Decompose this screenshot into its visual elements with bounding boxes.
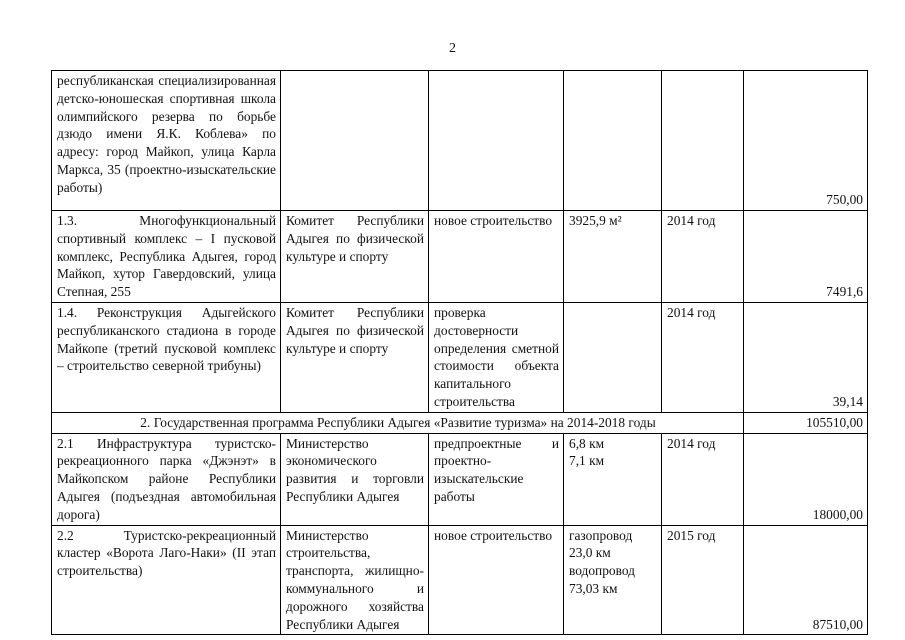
table-row bbox=[52, 211, 868, 303]
amount-cell: 87510,00 bbox=[744, 525, 868, 635]
capacity-cell bbox=[564, 525, 662, 635]
capacity-value: 7,1 км bbox=[569, 453, 605, 469]
capacity-value: 23,0 км bbox=[569, 545, 611, 561]
table-row bbox=[52, 433, 868, 525]
table-row bbox=[52, 525, 868, 635]
page-number: 2 bbox=[449, 41, 456, 56]
customer-cell: Министерство строительства, транспорта, жилищно-коммунального и дорожного хозяйства Республики Адыгея bbox=[281, 525, 429, 635]
section-row bbox=[52, 412, 868, 433]
work-type-cell: проверка достоверности определения сметной стоимости объекта капитального строительства bbox=[429, 302, 564, 412]
capacity-cell bbox=[564, 302, 662, 412]
object-name-cell: 2.1 Инфраструктура туристско-рекреационного парка «Джэнэт» в Майкопском районе Республики Адыгея (подъездная автомобильная дорога) bbox=[52, 433, 281, 525]
table-row bbox=[52, 302, 868, 412]
work-type-cell: новое строительство bbox=[429, 211, 564, 303]
capacity-value: водопровод bbox=[569, 563, 635, 579]
period-cell: 2014 год bbox=[662, 302, 744, 412]
object-name-cell: 2.2 Туристско-рекреационный кластер «Ворота Лаго-Наки» (II этап строительства) bbox=[52, 525, 281, 635]
work-type-cell bbox=[429, 71, 564, 211]
objects-table bbox=[51, 70, 868, 635]
period-cell: 2015 год bbox=[662, 525, 744, 635]
object-name-cell: 1.4. Реконструкция Адыгейского республиканского стадиона в городе Майкопе (третий пусковой комплекс – строительство северной трибуны) bbox=[52, 302, 281, 412]
amount-cell: 39,14 bbox=[744, 302, 868, 412]
amount-cell: 18000,00 bbox=[744, 433, 868, 525]
customer-cell: Комитет Республики Адыгея по физической культуре и спорту bbox=[281, 211, 429, 303]
capacity-value: 6,8 км bbox=[569, 435, 605, 451]
object-name-cell: республиканская специализированная детско-юношеская спортивная школа олимпийского резерва по борьбе дзюдо имени Я.К. Коблева» по адресу: город Майкоп, улица Карла Маркса, 35 (проектно-изыскательские работы) bbox=[52, 71, 281, 211]
customer-cell bbox=[281, 71, 429, 211]
capacity-cell bbox=[564, 71, 662, 211]
period-cell: 2014 год bbox=[662, 211, 744, 303]
object-name-cell: 1.3. Многофункциональный спортивный комплекс – I пусковой комплекс, Республика Адыгея, город Майкоп, хутор Гавердовский, улица Степная, 255 bbox=[52, 211, 281, 303]
work-type-cell: предпроектные и проектно-изыскательские работы bbox=[429, 433, 564, 525]
amount-cell: 7491,6 bbox=[744, 211, 868, 303]
section-amount: 105510,00 bbox=[744, 412, 868, 433]
section-title: 2. Государственная программа Республики Адыгея «Развитие туризма» на 2014-2018 годы bbox=[52, 412, 744, 433]
amount-cell: 750,00 bbox=[744, 71, 868, 211]
period-cell: 2014 год bbox=[662, 433, 744, 525]
capacity-value: газопровод bbox=[569, 527, 633, 543]
table-row bbox=[52, 71, 868, 211]
customer-cell: Комитет Республики Адыгея по физической культуре и спорту bbox=[281, 302, 429, 412]
capacity-cell: 3925,9 м² bbox=[564, 211, 662, 303]
capacity-value: 73,03 км bbox=[569, 580, 618, 596]
capacity-cell bbox=[564, 433, 662, 525]
period-cell bbox=[662, 71, 744, 211]
customer-cell: Министерство экономического развития и торговли Республики Адыгея bbox=[281, 433, 429, 525]
work-type-cell: новое строительство bbox=[429, 525, 564, 635]
